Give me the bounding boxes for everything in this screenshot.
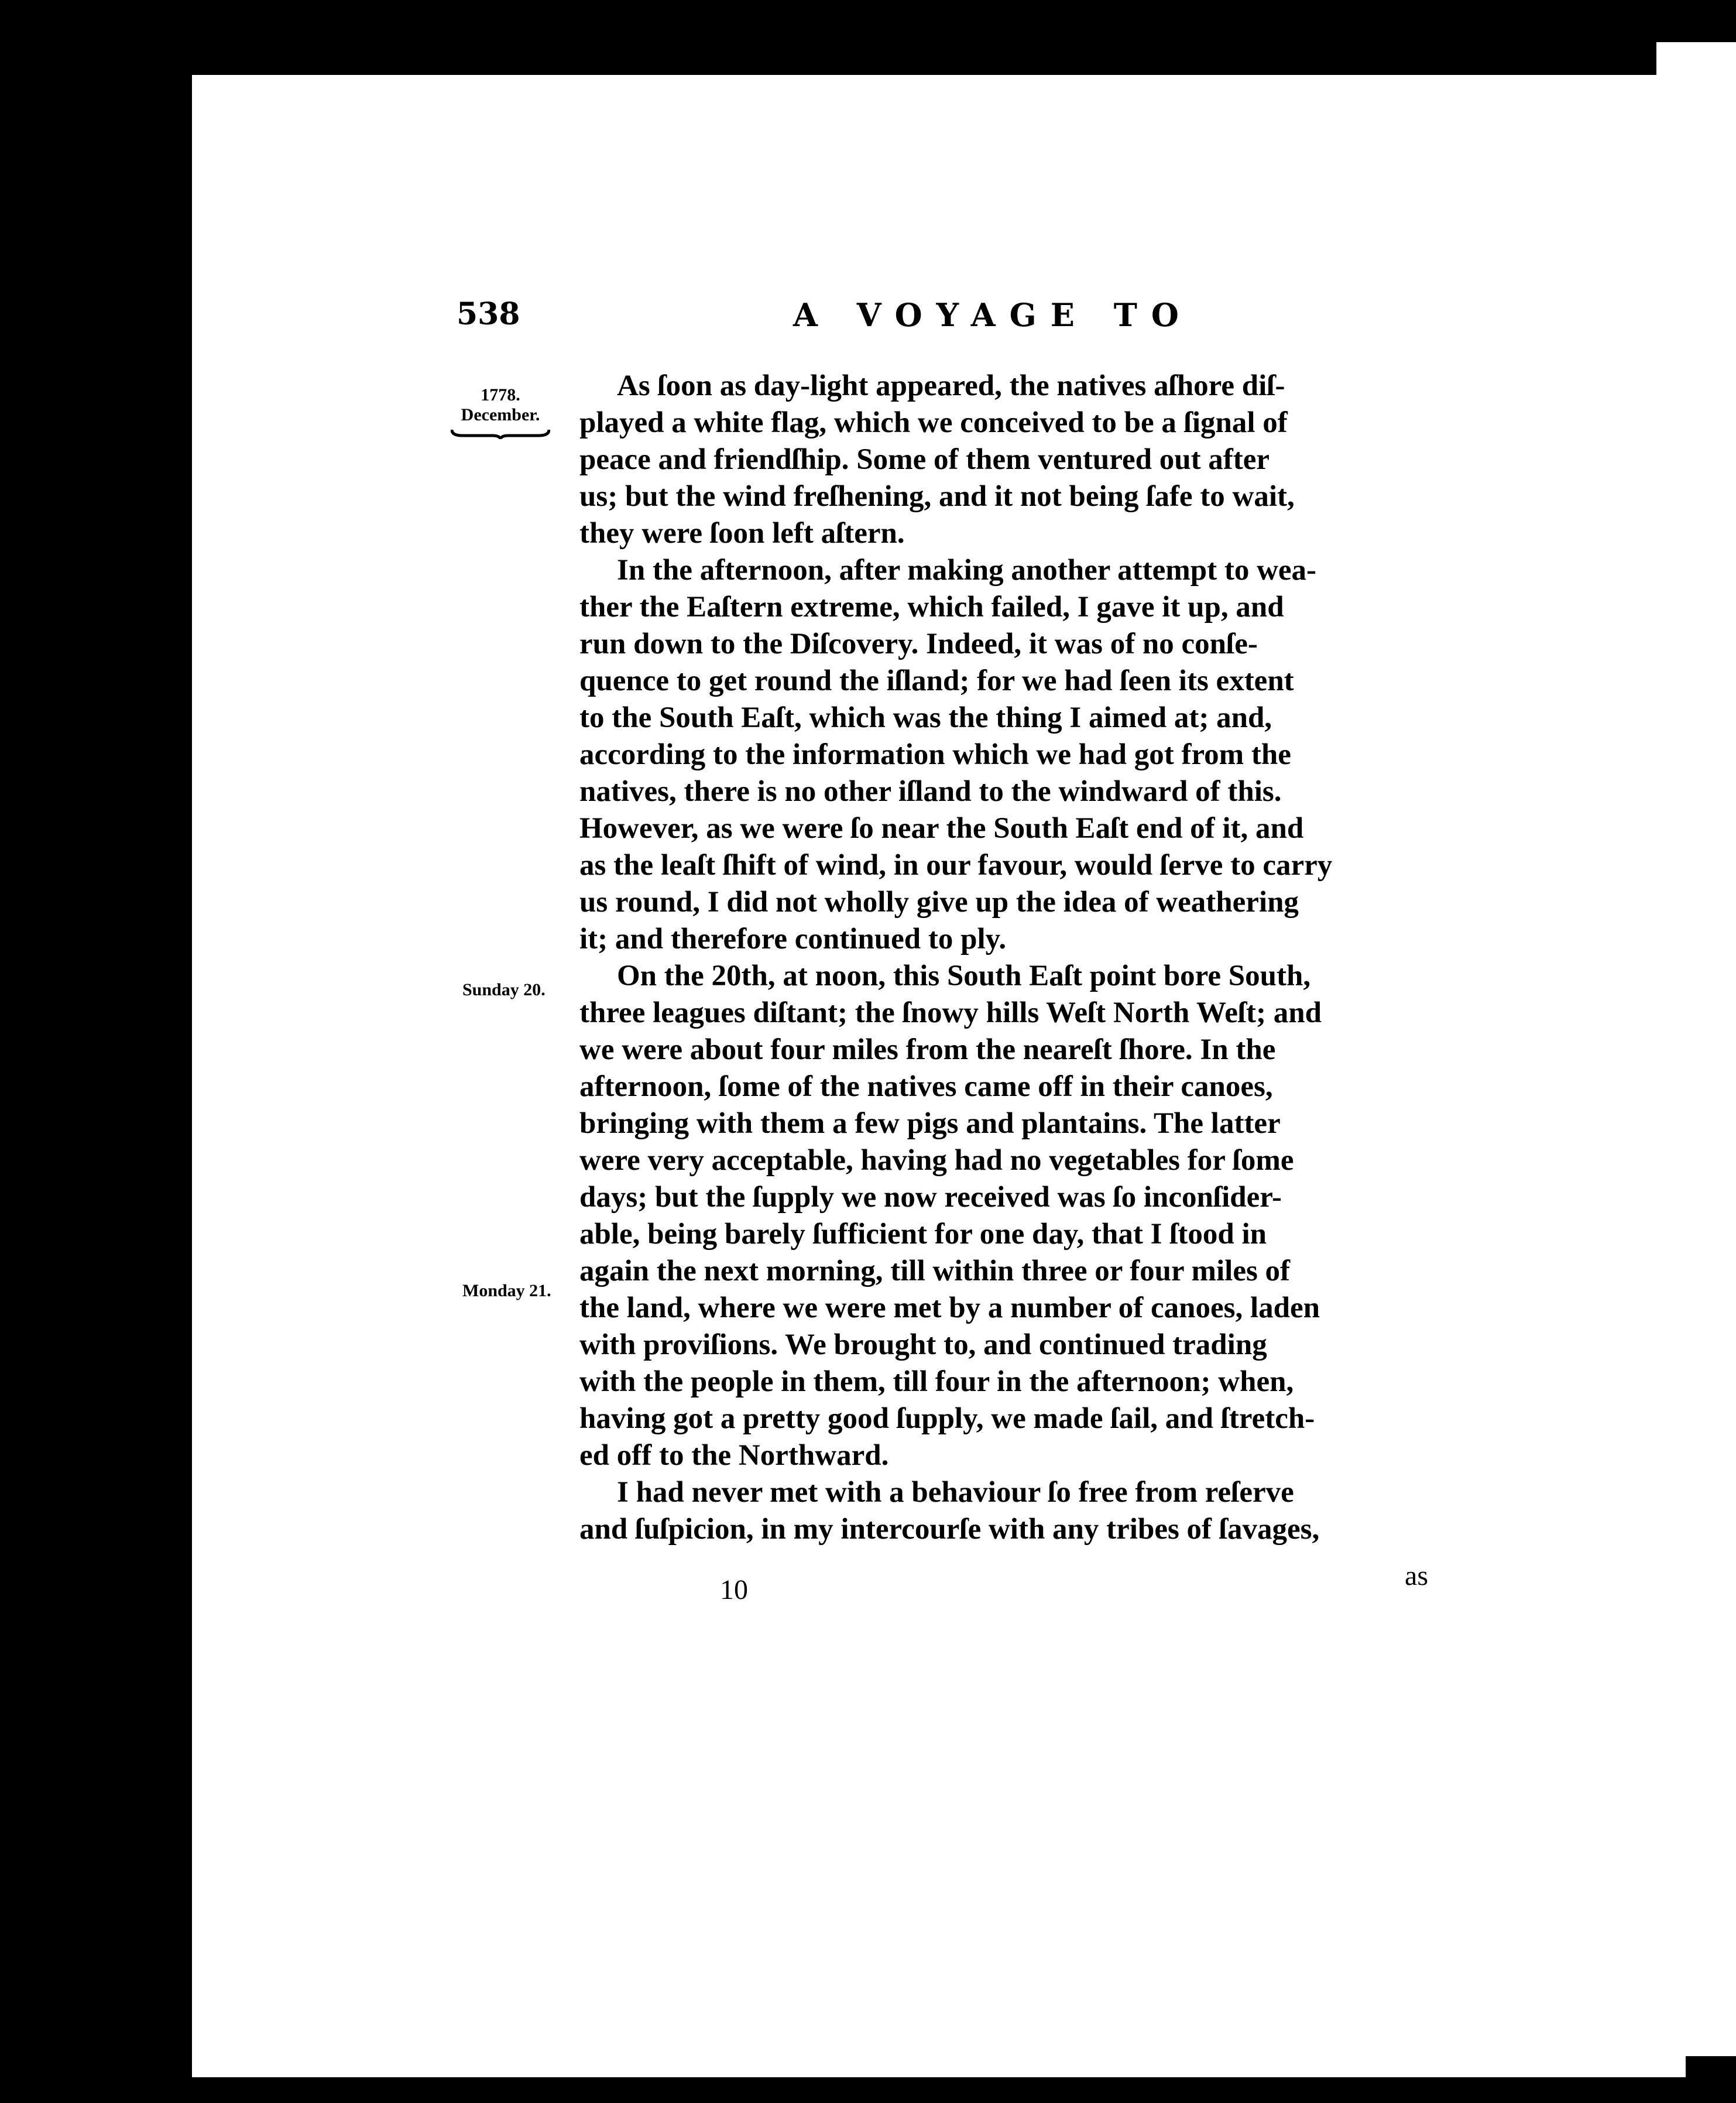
text-line: we were about four miles from the neareſt ſhore. In the xyxy=(579,1033,1276,1066)
text-line: were very acceptable, having had no vegetables for ſome xyxy=(579,1144,1294,1177)
text-line: natives, there is no other iſland to the windward of this. xyxy=(579,775,1282,808)
text-line: peace and friendſhip. Some of them ventured out after xyxy=(579,443,1270,476)
paragraph xyxy=(579,368,1428,552)
page-number: 538 xyxy=(457,296,520,332)
text-line: quence to get round the iſland; for we had ſeen its extent xyxy=(579,665,1294,697)
text-line: run down to the Diſcovery. Indeed, it was of no conſe- xyxy=(579,628,1258,660)
signature-mark: 10 xyxy=(720,1574,748,1605)
text-line: they were ſoon left aſtern. xyxy=(579,517,905,550)
page-header xyxy=(457,296,1405,349)
text-line: bringing with them a few pigs and plantains. The latter xyxy=(579,1107,1281,1140)
margin-month: December. xyxy=(461,405,540,424)
paragraph xyxy=(579,958,1428,1474)
running-title: A VOYAGE TO xyxy=(793,296,1193,334)
text-line: according to the information which we had got from the xyxy=(579,738,1291,771)
body-text xyxy=(579,368,1428,1548)
text-line: ther the Eaſtern extreme, which failed, I gave it up, and xyxy=(579,591,1284,624)
text-line: as the leaſt ſhift of wind, in our favour, would ſerve to carry xyxy=(579,849,1333,882)
margin-date-note xyxy=(445,385,556,439)
paragraph xyxy=(579,1474,1428,1548)
text-line: However, as we were ſo near the South Eaſt end of it, and xyxy=(579,812,1304,845)
text-line: to the South Eaſt, which was the thing I aimed at; and, xyxy=(579,701,1272,734)
text-line: played a white flag, which we conceived to be a ſignal of xyxy=(579,406,1288,439)
text-line: it; and therefore continued to ply. xyxy=(579,923,1007,955)
margin-day-monday: Monday 21. xyxy=(462,1281,551,1300)
margin-year: 1778. xyxy=(481,385,520,405)
text-line: having got a pretty good ſupply, we made ſail, and ſtretch- xyxy=(579,1402,1315,1435)
text-line: three leagues diſtant; the ſnowy hills Weſt North Weſt; and xyxy=(579,996,1322,1029)
text-line: again the next morning, till within three or four miles of xyxy=(579,1255,1291,1287)
text-line: with proviſions. We brought to, and continued trading xyxy=(579,1328,1267,1361)
text-line: days; but the ſupply we now received was ſo inconſider- xyxy=(579,1181,1282,1214)
brace-ornament-icon xyxy=(451,427,550,439)
text-line: able, being barely ſufficient for one day, that I ſtood in xyxy=(579,1218,1267,1251)
text-line: us; but the wind freſhening, and it not being ſafe to wait, xyxy=(579,480,1295,513)
text-line: afternoon, ſome of the natives came off in their canoes, xyxy=(579,1070,1273,1103)
catchword: as xyxy=(1405,1560,1428,1591)
text-line: I had never met with a behaviour ſo free from reſerve xyxy=(617,1476,1294,1509)
text-line: us round, I did not wholly give up the idea of weathering xyxy=(579,886,1299,919)
paragraph xyxy=(579,552,1428,958)
text-line: and ſuſpicion, in my intercourſe with any tribes of ſavages, xyxy=(579,1513,1320,1546)
text-line: As ſoon as day-light appeared, the natives aſhore diſ- xyxy=(617,369,1285,402)
text-line: In the afternoon, after making another attempt to wea- xyxy=(617,554,1317,587)
text-line: the land, where we were met by a number of canoes, laden xyxy=(579,1292,1320,1324)
text-line: with the people in them, till four in the afternoon; when, xyxy=(579,1365,1294,1398)
text-line: On the 20th, at noon, this South Eaſt point bore South, xyxy=(617,960,1311,992)
page-footer xyxy=(579,1560,1428,1615)
text-line: ed off to the Northward. xyxy=(579,1439,889,1472)
margin-day-sunday: Sunday 20. xyxy=(462,980,545,999)
